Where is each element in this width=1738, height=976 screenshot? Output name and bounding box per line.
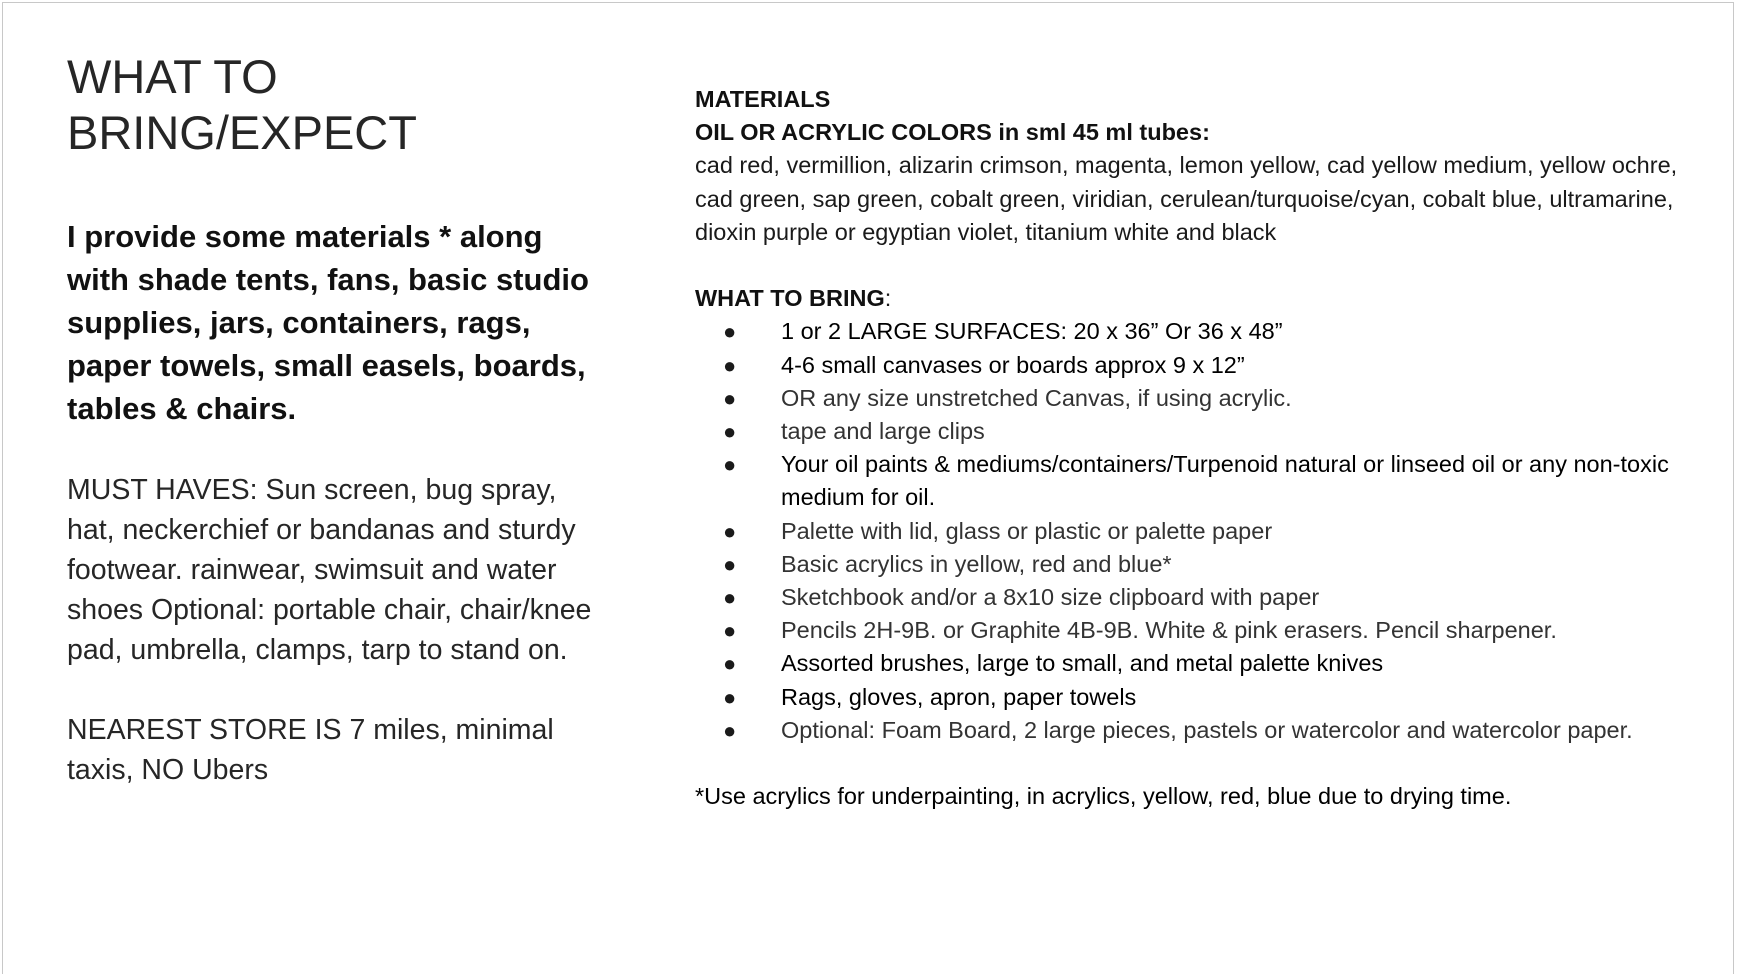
bullet-icon: ● — [723, 585, 737, 611]
list-item — [695, 515, 1715, 548]
list-item-text: Basic acrylics in yellow, red and blue* — [781, 550, 1172, 577]
list-item — [695, 581, 1715, 614]
list-item-text: Assorted brushes, large to small, and metal palette knives — [781, 650, 1384, 677]
nearest-store-text: NEAREST STORE IS 7 miles, minimal taxis, NO Ubers — [67, 714, 554, 786]
bullet-icon: ● — [723, 618, 737, 644]
bullet-icon: ● — [723, 651, 737, 677]
bring-heading-colon: : — [884, 285, 892, 312]
list-item-text: Palette with lid, glass or plastic or palette paper — [781, 517, 1273, 544]
colors-list: cad red, vermillion, alizarin crimson, magenta, lemon yellow, cad yellow medium, yellow ochre, cad green, sap green, cobalt green, viridian, cerulean/turquoise/cyan, cobalt blue, ultramarine, dioxin purple or egyptian violet, titanium white and black — [695, 152, 1678, 245]
spacer — [695, 249, 1715, 282]
list-item — [695, 349, 1715, 382]
bullet-icon: ● — [723, 452, 737, 478]
list-item — [695, 548, 1715, 581]
list-item-text: Optional: Foam Board, 2 large pieces, pastels or watercolor and watercolor paper. — [781, 716, 1633, 743]
list-item — [695, 315, 1715, 348]
bullet-icon: ● — [723, 385, 737, 411]
bring-heading: WHAT TO BRING — [695, 285, 885, 312]
materials-heading: MATERIALS — [695, 86, 831, 112]
list-item — [695, 614, 1715, 647]
bullet-icon: ● — [723, 352, 737, 378]
must-haves-text: MUST HAVES: Sun screen, bug spray, hat, neckerchief or bandanas and sturdy footwear. rainwear, swimsuit and water shoes Optional: portable chair, chair/knee pad, umbrella, clamps, tarp to stand on. — [67, 474, 592, 666]
acrylics-footnote: *Use acrylics for underpainting, in acrylics, yellow, red, blue due to drying time. — [695, 783, 1512, 810]
bring-list — [695, 315, 1715, 747]
list-item — [695, 448, 1715, 514]
list-item — [695, 415, 1715, 448]
bullet-icon: ● — [723, 717, 737, 743]
spacer — [695, 747, 1715, 780]
list-item — [695, 681, 1715, 714]
list-item-text: 1 or 2 LARGE SURFACES: 20 x 36” Or 36 x 48” — [781, 318, 1283, 345]
slide — [2, 2, 1734, 974]
bullet-icon: ● — [723, 419, 737, 445]
list-item — [695, 382, 1715, 415]
list-item — [695, 647, 1715, 680]
bullet-icon: ● — [723, 319, 737, 345]
provided-materials-text: I provide some materials * along with shade tents, fans, basic studio supplies, jars, containers, rags, paper towels, small easels, boards, tables & chairs. — [67, 219, 589, 426]
slide-title: WHAT TO BRING/EXPECT — [67, 50, 417, 159]
left-column — [67, 49, 607, 790]
bring-heading-line — [695, 282, 1715, 315]
list-item-text: Your oil paints & mediums/containers/Turpenoid natural or linseed oil or any non-toxic medium for oil. — [781, 451, 1669, 511]
bullet-icon: ● — [723, 684, 737, 710]
list-item — [695, 714, 1715, 747]
bullet-icon: ● — [723, 518, 737, 544]
list-item-text: 4-6 small canvases or boards approx 9 x 12” — [781, 351, 1245, 378]
list-item-text: OR any size unstretched Canvas, if using acrylic. — [781, 384, 1292, 411]
list-item-text: Pencils 2H-9B. or Graphite 4B-9B. White & pink erasers. Pencil sharpener. — [781, 617, 1557, 644]
colors-heading: OIL OR ACRYLIC COLORS in sml 45 ml tubes: — [695, 119, 1210, 146]
list-item-text: Sketchbook and/or a 8x10 size clipboard with paper — [781, 584, 1320, 611]
list-item-text: Rags, gloves, apron, paper towels — [781, 683, 1137, 710]
right-column — [695, 83, 1715, 813]
bullet-icon: ● — [723, 551, 737, 577]
list-item-text: tape and large clips — [781, 418, 985, 445]
